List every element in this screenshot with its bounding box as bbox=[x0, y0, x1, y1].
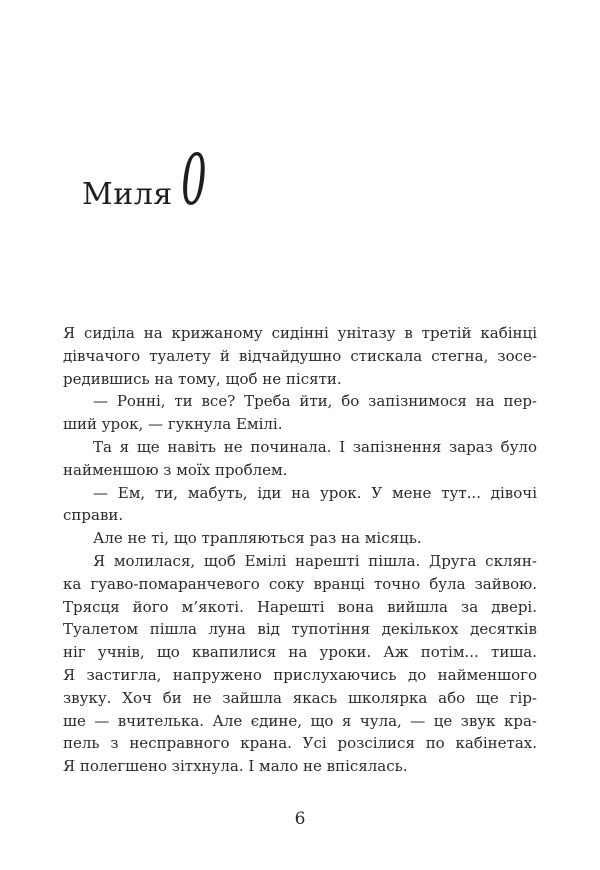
text-line: — Ронні, ти все? Треба йти, бо запізнимося на пер- bbox=[93, 392, 537, 411]
text-line: звуку. Хоч би не зайшла якась школярка або ще гір- bbox=[63, 688, 537, 707]
text-line: Та я ще навіть не починала. І запізнення зараз було bbox=[93, 437, 537, 456]
text-line: Трясця його м’якоті. Нарешті вона вийшла за двері. bbox=[63, 597, 537, 616]
text-line: Я молилася, щоб Емілі нарешті пішла. Друга склян- bbox=[93, 551, 537, 570]
text-line: — Ем, ти, мабуть, іди на урок. У мене тут... дівочі bbox=[93, 483, 537, 502]
text-line: ніг учнів, що квапилися на уроки. Аж потім... тиша. bbox=[63, 643, 537, 662]
text-line: Я полегшено зітхнула. І мало не впісялась. bbox=[63, 757, 408, 776]
chapter-title-number: 0 bbox=[180, 139, 207, 221]
body-text bbox=[63, 322, 537, 778]
text-line: ка гуаво-помаранчевого соку вранці точно була зайвою. bbox=[63, 574, 537, 593]
text-line: дівчачого туалету й відчайдушно стискала стегна, зосе- bbox=[63, 346, 537, 365]
text-line: Я застигла, напружено прислухаючись до найменшого bbox=[63, 665, 537, 684]
text-line: Туалетом пішла луна від тупотіння декількох десятків bbox=[63, 620, 537, 639]
text-line: редившись на тому, щоб не пісяти. bbox=[63, 369, 342, 388]
text-line: Але не ті, що трапляються раз на місяць. bbox=[93, 529, 422, 548]
text-line: Я сиділа на крижаному сидінні унітазу в третій кабінці bbox=[63, 324, 537, 342]
chapter-title bbox=[82, 139, 225, 221]
text-line: пель з несправного крана. Усі розсілися по кабінетах. bbox=[63, 734, 537, 753]
text-line: справи. bbox=[63, 506, 124, 525]
chapter-title-word: Миля bbox=[82, 177, 173, 212]
text-line: ший урок, — гукнула Емілі. bbox=[63, 415, 283, 434]
page-number: 6 bbox=[294, 809, 306, 829]
text-line: найменшою з моїх проблем. bbox=[63, 460, 288, 479]
text-line: ше — вчителька. Але єдине, що я чула, — це звук кра- bbox=[63, 711, 537, 730]
